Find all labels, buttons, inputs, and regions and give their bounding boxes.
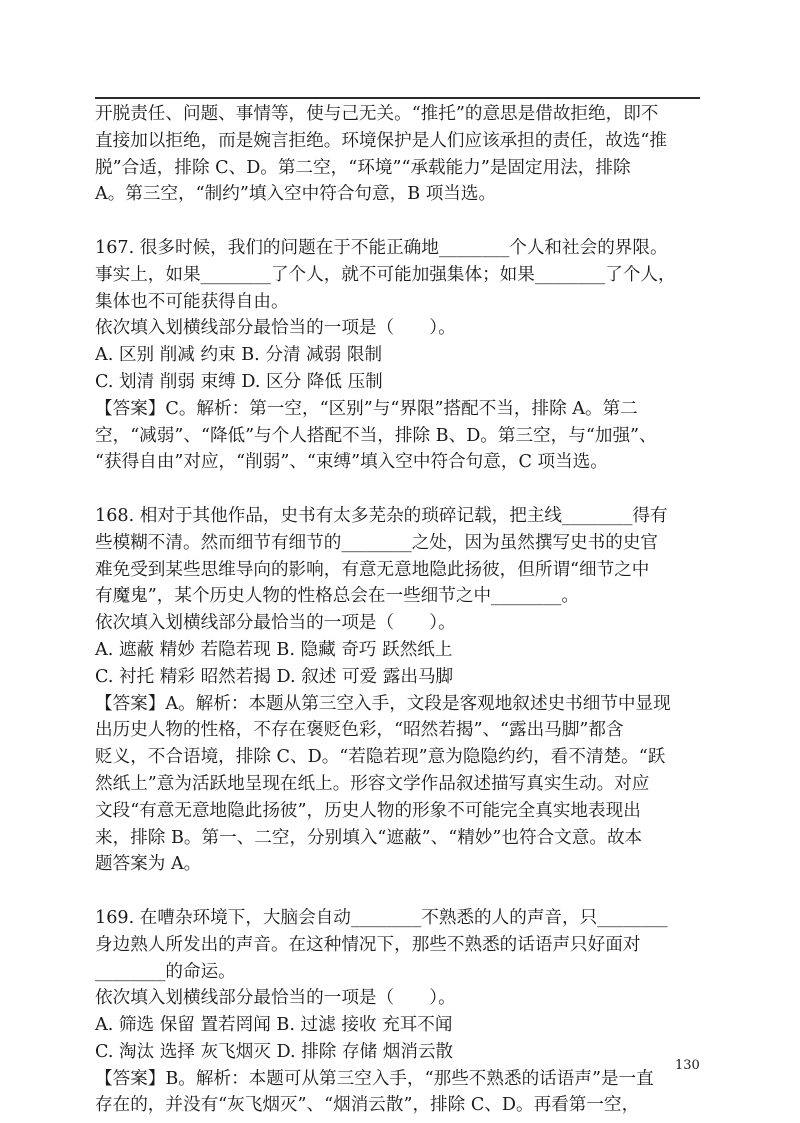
question-168 xyxy=(95,503,705,878)
question-prompt: 依次填入划横线部分最恰当的一项是（ ）。 xyxy=(95,613,456,634)
question-stem-line: 些模糊不清。然而细节有细节的________之处，因为虽然撰写史书的史官 xyxy=(95,532,659,553)
answer-line: 然纸上”意为活跃地呈现在纸上。形容文学作品叙述描写真实生动。对应 xyxy=(95,773,650,794)
answer-line: 来，排除 B。第一、二空，分别填入“遮蔽”、“精妙”也符合文意。故本 xyxy=(95,827,643,848)
paragraph-gap xyxy=(95,208,705,235)
option-line: C. 衬托 精彩 昭然若揭 D. 叙述 可爱 露出马脚 xyxy=(95,666,454,687)
page-content xyxy=(95,101,705,1119)
question-stem-line: ________的命运。 xyxy=(95,961,236,982)
page-number: 130 xyxy=(675,1058,700,1073)
answer-line: “获得自由”对应，“削弱”、“束缚”填入空中符合句意，C 项当选。 xyxy=(95,452,608,473)
text-line: 直接加以拒绝，而是婉言拒绝。环境保护是人们应该承担的责任，故选“推 xyxy=(95,130,667,151)
option-line: C. 淘汰 选择 灰飞烟灭 D. 排除 存储 烟消云散 xyxy=(95,1041,454,1062)
question-stem-line: 168. 相对于其他作品，史书有太多芜杂的琐碎记载，把主线________得有 xyxy=(95,505,668,526)
header-rule xyxy=(95,97,700,99)
option-line: C. 划清 削弱 束缚 D. 区分 降低 压制 xyxy=(95,371,383,392)
answer-line: 文段“有意无意地隐此扬彼”，历史人物的形象不可能完全真实地表现出 xyxy=(95,800,641,821)
text-line: 开脱责任、问题、事情等，使与己无关。“推托”的意思是借故拒绝，即不 xyxy=(95,104,659,124)
question-stem-line: 难免受到某些思维导向的影响，有意无意地隐此扬彼，但所谓“细节之中 xyxy=(95,559,650,580)
question-stem-line: 身边熟人所发出的声音。在这种情况下，那些不熟悉的话语声只好面对 xyxy=(95,934,641,955)
text-line: 脱”合适，排除 C、D。第二空，“环境”“承载能力”是固定用法，排除 xyxy=(95,157,631,178)
answer-line: 出历史人物的性格，不存在褒贬色彩，“昭然若揭”、“露出马脚”都含 xyxy=(95,720,624,741)
answer-line: 空，“减弱”、“降低”与个人搭配不当，排除 B、D。第三空，与“加强”、 xyxy=(95,425,657,446)
answer-line: 【答案】A。解析：本题从第三空入手，文段是客观地叙述史书细节中显现 xyxy=(95,693,671,714)
answer-line: 【答案】B。解析：本题可从第三空入手，“那些不熟悉的话语声”是一直 xyxy=(95,1068,654,1089)
question-169 xyxy=(95,905,705,1119)
question-prompt: 依次填入划横线部分最恰当的一项是（ ）。 xyxy=(95,318,456,339)
question-167 xyxy=(95,235,705,476)
continuation-explanation xyxy=(95,101,705,208)
option-line: A. 遮蔽 精妙 若隐若现 B. 隐藏 奇巧 跃然纸上 xyxy=(95,639,453,660)
question-stem-line: 169. 在嘈杂环境下，大脑会自动________不熟悉的人的声音，只________ xyxy=(95,907,668,928)
paragraph-gap xyxy=(95,476,705,503)
text-line: A。第三空，“制约”填入空中符合句意，B 项当选。 xyxy=(95,184,497,205)
answer-line: 存在的，并没有“灰飞烟灭”、“烟消云散”，排除 C、D。再看第一空， xyxy=(95,1095,640,1116)
question-stem-line: 167. 很多时候，我们的问题在于不能正确地________个人和社会的界限。 xyxy=(95,237,668,258)
question-stem-line: 事实上，如果________了个人，就不可能加强集体；如果________了个人， xyxy=(95,264,676,285)
answer-line: 【答案】C。解析：第一空，“区别”与“界限”搭配不当，排除 A。第二 xyxy=(95,398,638,419)
answer-line: 题答案为 A。 xyxy=(95,854,202,875)
answer-line: 贬义，不合语境，排除 C、D。“若隐若现”意为隐隐约约，看不清楚。“跃 xyxy=(95,747,666,768)
question-prompt: 依次填入划横线部分最恰当的一项是（ ）。 xyxy=(95,988,456,1009)
question-stem-line: 有魔鬼”，某个历史人物的性格总会在一些细节之中________。 xyxy=(95,586,580,607)
question-stem-line: 集体也不可能获得自由。 xyxy=(95,291,289,312)
option-line: A. 区别 削减 约束 B. 分清 减弱 限制 xyxy=(95,345,383,366)
paragraph-gap xyxy=(95,878,705,905)
option-line: A. 筛选 保留 置若罔闻 B. 过滤 接收 充耳不闻 xyxy=(95,1015,453,1036)
